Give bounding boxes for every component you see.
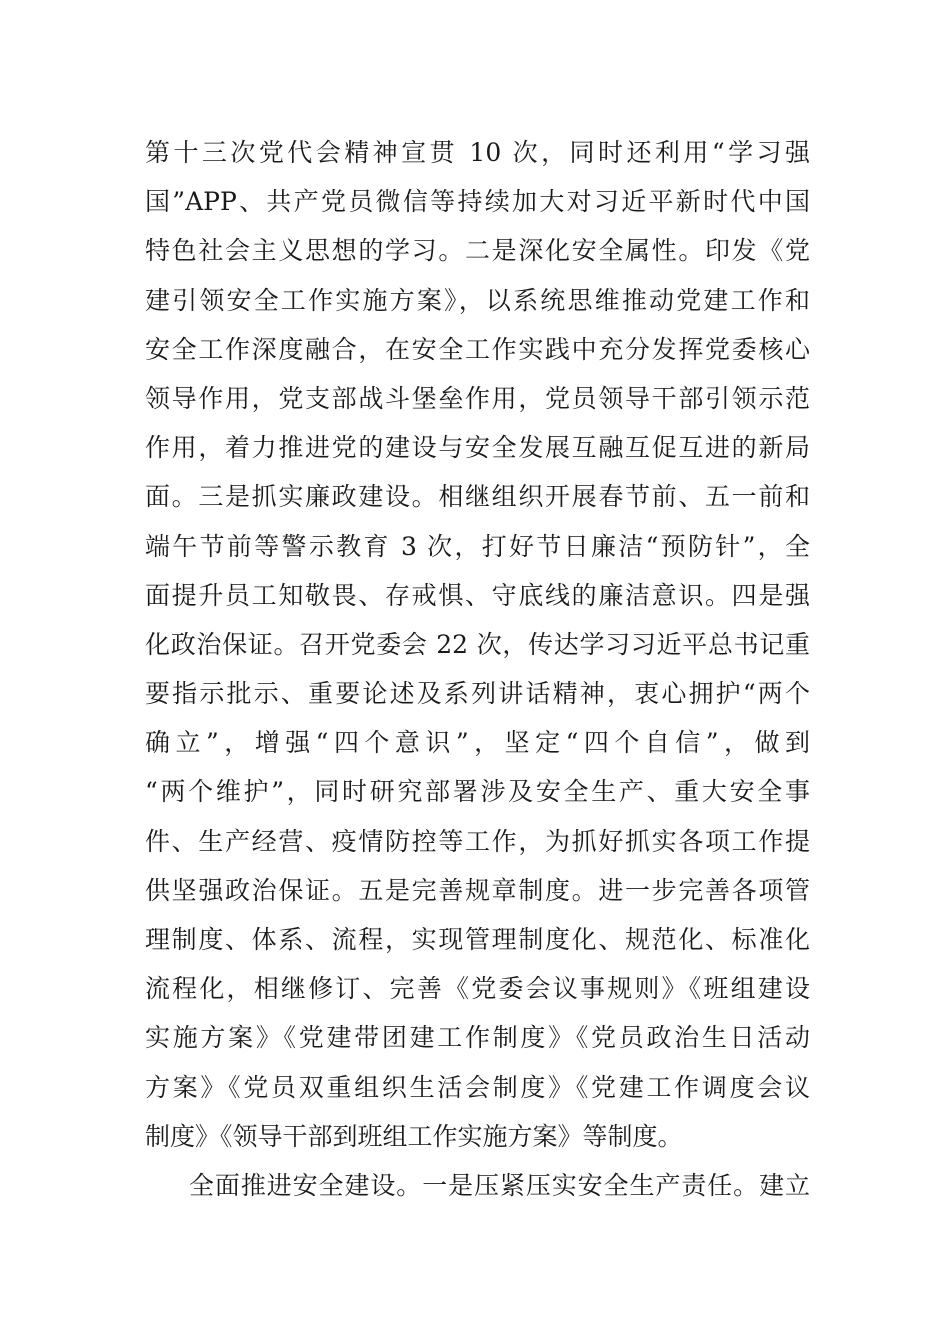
text-line: 实施方案》《党建带团建工作制度》《党员政治生日活动 (145, 1023, 810, 1053)
text-line: 作用，着力推进党的建设与安全发展互融互促互进的新局 (145, 433, 810, 463)
text-line: 流程化，相继修订、完善《党委会议事规则》《班组建设 (145, 974, 810, 1004)
text-line: 方案》《党员双重组织生活会制度》《党建工作调度会议 (145, 1072, 810, 1102)
text-line: 化政治保证。召开党委会 22 次，传达学习习近平总书记重 (145, 629, 810, 659)
text-line: 件、生产经营、疫情防控等工作，为抓好抓实各项工作提 (145, 826, 810, 856)
text-line: “两个维护”，同时研究部署涉及安全生产、重大安全事 (145, 777, 810, 807)
text-line: 面。三是抓实廉政建设。相继组织开展春节前、五一前和 (145, 482, 810, 512)
text-line: 建引领安全工作实施方案》，以系统思维推动党建工作和 (145, 285, 810, 315)
text-line: 安全工作深度融合，在安全工作实践中充分发挥党委核心 (145, 334, 810, 364)
text-line: 供坚强政治保证。五是完善规章制度。进一步完善各项管 (145, 875, 810, 905)
text-line: 国”APP、共产党员微信等持续加大对习近平新时代中国 (145, 187, 810, 217)
text-line: 要指示批示、重要论述及系列讲话精神，衷心拥护“两个 (145, 679, 810, 709)
text-line: 面提升员工知敬畏、存戒惧、守底线的廉洁意识。四是强 (145, 580, 810, 610)
text-line: 第十三次党代会精神宣贯 10 次，同时还利用“学习强 (145, 138, 810, 167)
text-line: 确立”，增强“四个意识”，坚定“四个自信”，做到 (145, 728, 810, 758)
text-line: 特色社会主义思想的学习。二是深化安全属性。印发《党 (145, 236, 810, 266)
text-line: 理制度、体系、流程，实现管理制度化、规范化、标准化 (145, 925, 810, 954)
body-text (145, 128, 810, 1210)
text-line: 端午节前等警示教育 3 次，打好节日廉洁“预防针”，全 (145, 531, 810, 561)
paragraph-start-line: 全面推进安全建设。一是压紧压实安全生产责任。建立 (189, 1170, 810, 1200)
paragraph-end-line: 制度》《领导干部到班组工作实施方案》等制度。 (145, 1121, 683, 1151)
text-line: 领导作用，党支部战斗堡垒作用，党员领导干部引领示范 (145, 383, 810, 413)
